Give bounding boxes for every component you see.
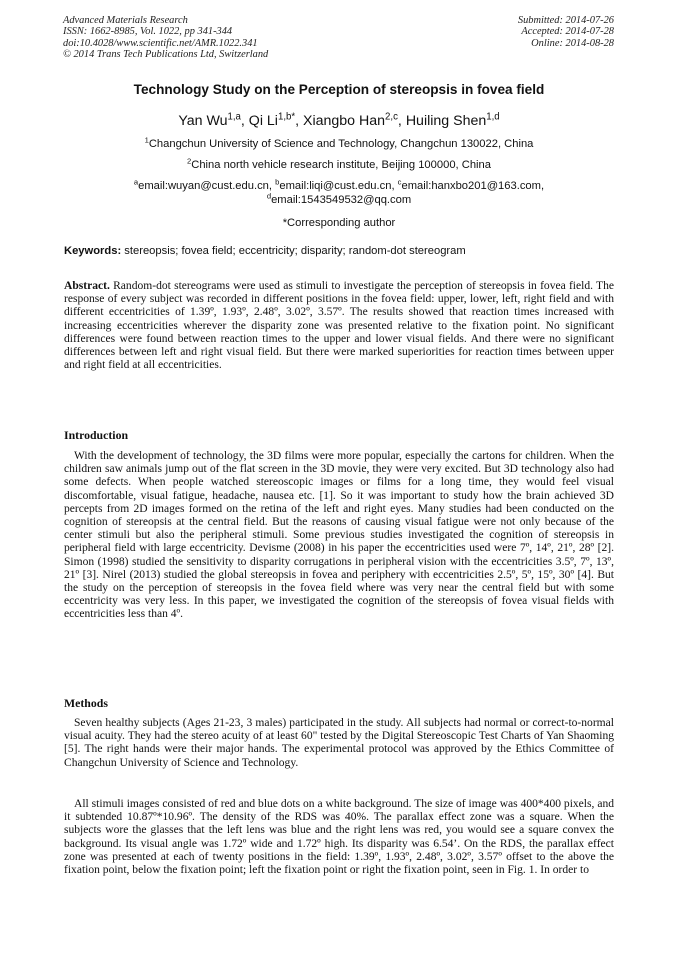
- submitted-date: Submitted: 2014-07-26: [517, 15, 614, 26]
- copyright: © 2014 Trans Tech Publications Ltd, Switzerland: [63, 48, 269, 60]
- paper-title: Technology Study on the Perception of stereopsis in fovea field: [133, 82, 545, 97]
- affiliation-mark: 2: [187, 156, 192, 166]
- email-line-2: [0, 191, 678, 206]
- email-line-1: [0, 177, 678, 192]
- email-b: email:liqi@cust.edu.cn,: [279, 180, 398, 192]
- email-mark: c: [397, 177, 402, 187]
- introduction-heading: Introduction: [64, 428, 129, 442]
- author-list: [0, 113, 678, 129]
- issn: ISSN: 1662-8985, Vol. 1022, pp 341-344: [63, 26, 233, 38]
- author-affil-mark: 1,d: [486, 111, 500, 123]
- email-d: email:1543549532@qq.com: [271, 194, 412, 206]
- abstract: [64, 280, 614, 372]
- abstract-label: Abstract.: [64, 280, 110, 292]
- affiliation-text: China north vehicle research institute, Beijing 100000, China: [191, 159, 491, 171]
- author-affil-mark: 1,b*: [277, 111, 296, 123]
- doi: doi:10.4028/www.scientific.net/AMR.1022.341: [63, 37, 258, 49]
- email-mark: d: [266, 191, 272, 201]
- affiliation-mark: 1: [144, 135, 149, 145]
- email-mark: b: [275, 177, 280, 187]
- online-date: Online: 2014-08-28: [531, 37, 614, 49]
- author-name: Yan Wu: [178, 113, 228, 129]
- abstract-text: Random-dot stereograms were used as stimuli to investigate the perception of stereopsis in fovea field. The response of every subject was recorded in different positions in the fovea field: upper, lower, left, right field and with different eccentricities of 1.39º, 1.93º, 2.48º, 3.02º, 3.57º. The results showed that reaction times increased with increasing eccentricities wherever the disparity zone was presented relative to the fixation point. No significant differences were found between reaction times to the upper and lower visual fields. And there were no significant differences between left and right visual field. But there were marked superiorities for reaction times between upper and right field at all eccentricities.: [64, 280, 614, 372]
- methods-heading: Methods: [64, 696, 108, 710]
- email-a: email:wuyan@cust.edu.cn,: [138, 180, 276, 192]
- author-separator: ,: [295, 113, 303, 129]
- author-name: Xiangbo Han: [303, 113, 386, 129]
- affiliation-text: Changchun University of Science and Technology, Changchun 130022, China: [148, 138, 534, 150]
- methods-paragraph-2: All stimuli images consisted of red and blue dots on a white background. The size of image was 400*400 pixels, and it subtended 10.87º*10.96º. The density of the RDS was 40%. The parallax effect zone was a square. When the subjects wore the glasses that the left lens was blue and the right lens was red, you would see a square convex the background. Its visual angle was 1.72º wide and 1.72º high. Its disparity was 6.54’. On the RDS, the parallax effect zone was presented at each of twenty positions in the field: 1.39º, 1.93º, 2.48º, 3.02º, 3.57º offset to the above the fixation point, below the fixation point; left the fixation point or right the fixation point, seen in Fig. 1. In order to: [64, 798, 614, 877]
- affiliation-1: [0, 135, 678, 150]
- methods-paragraph-1: Seven healthy subjects (Ages 21-23, 3 males) participated in the study. All subjects had normal or correct-to-normal visual acuity. They had the stereo acuity of at least 60" tested by the Digital Stereoscopic Test Charts of Yan Shaoming [5]. The right hands were their major hands. The experimental protocol was approved by the Ethics Committee of Changchun University of Science and Technology.: [64, 717, 614, 769]
- author-separator: ,: [397, 113, 406, 129]
- dates-header: [518, 15, 614, 49]
- affiliation-2: [0, 156, 678, 171]
- author-separator: ,: [240, 113, 249, 129]
- keywords: [64, 245, 624, 257]
- keywords-text: stereopsis; fovea field; eccentricity; disparity; random-dot stereogram: [121, 245, 466, 257]
- author-affil-mark: 1,a: [227, 111, 241, 123]
- author-name: Qi Li: [248, 113, 278, 129]
- accepted-date: Accepted: 2014-07-28: [521, 26, 614, 38]
- journal-name: Advanced Materials Research: [63, 15, 188, 26]
- introduction-paragraph: With the development of technology, the 3D films were more popular, especially the cartons for children. When the children saw animals jump out of the flat screen in the 3D movie, they were very excited. But 3D technology also had some defects. When people watched stereoscopic images or films for a long time, they would feel visual discomfortable, visual fatigue, headache, nausea etc. [1]. So it was important to study how the brain achieved 3D percepts from 2D images formed on the retina of the left and right eyes. Many studies had been conducted on the cognition of stereopsis at the central field. But the reasons of causing visual fatigue were not only because of the center stimuli but also the peripheral stimuli. Some previous studies investigated the cognition of stereopsis in peripheral field with large eccentricity. Devisme (2008) in his paper the eccentricities used were 7º, 14º, 21º, 28º [2]. Simon (1998) studied the sensitivity to disparity corrugations in peripheral vision with the eccentricities 3.5º, 7º, 13º, 21º [3]. Nirel (2013) studied the global stereopsis in fovea and periphery with eccentricities 2.5º, 5º, 15º, 30º [4]. But the study on the perception of stereopsis in the fovea field where was very near the central field but with some eccentricity was very less. In this paper, we investigated the cognition of the stereopsis of fovea visual fields with eccentricities less than 4º.: [64, 450, 614, 621]
- author-affil-mark: 2,c: [385, 111, 398, 123]
- corresponding-author: *Corresponding author: [282, 217, 396, 229]
- keywords-label: Keywords:: [64, 245, 122, 257]
- email-mark: a: [133, 177, 139, 187]
- author-name: Huiling Shen: [405, 113, 487, 129]
- email-c: email:hanxbo201@163.com,: [401, 180, 545, 192]
- journal-header: [63, 15, 268, 60]
